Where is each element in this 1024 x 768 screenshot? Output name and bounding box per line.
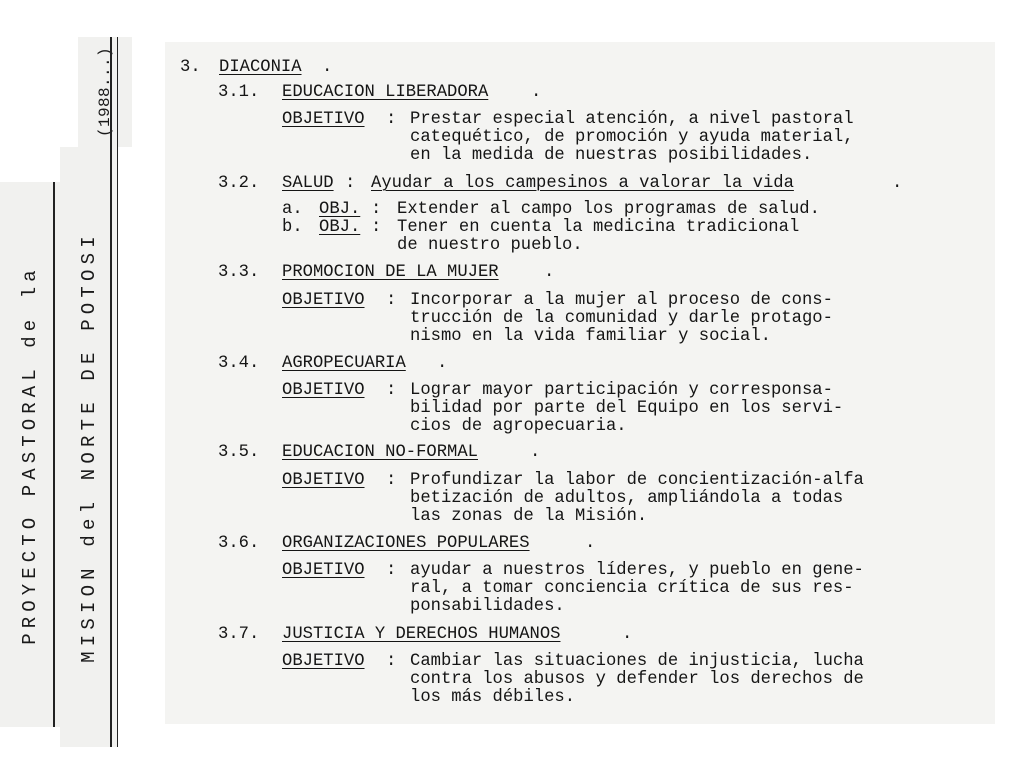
objective-line: los más débiles. <box>410 688 576 707</box>
objective-line: nismo en la vida familiar y social. <box>410 327 771 346</box>
objective-colon: : <box>386 291 397 310</box>
objective-colon: : <box>371 200 382 219</box>
objective-line: Tener en cuenta la medicina tradicional <box>397 218 800 237</box>
objective-label: OBJETIVO <box>282 652 365 671</box>
objective-colon: : <box>386 471 397 490</box>
objective-label: OBJETIVO <box>282 381 365 400</box>
section-title-period: . <box>531 83 542 102</box>
section-title-period: . <box>585 534 596 553</box>
objective-line: Incorporar a la mujer al proceso de cons- <box>410 291 833 310</box>
spine-strip-year <box>78 37 132 147</box>
section-title-text: Ayudar a los campesinos a valorar la vida <box>371 174 794 193</box>
section-title-period: . <box>622 625 633 644</box>
item-letter: b. <box>282 218 303 237</box>
objective-colon: : <box>386 381 397 400</box>
objective-colon: : <box>386 561 397 580</box>
objective-label: OBJETIVO <box>282 561 365 580</box>
heading-number: 3. <box>180 58 201 77</box>
section-title: EDUCACION NO-FORMAL <box>282 443 478 462</box>
objective-label: OBJETIVO <box>282 110 365 129</box>
objective-line: Cambiar las situaciones de injusticia, lucha <box>410 652 864 671</box>
objective-line: Prestar especial atención, a nivel pastoral <box>410 110 854 129</box>
section-title: EDUCACION LIBERADORA <box>282 83 489 102</box>
objective-colon: : <box>386 652 397 671</box>
objective-line: catequético, de promoción y ayuda material, <box>410 128 854 147</box>
section-title-period: . <box>530 443 541 462</box>
objective-line: de nuestro pueblo. <box>397 236 583 255</box>
objective-line: ponsabilidades. <box>410 597 565 616</box>
spine-title-proyecto: PROYECTO PASTORAL de la <box>19 264 41 645</box>
objective-line: ayudar a nuestros líderes, y pueblo en gene- <box>410 561 864 580</box>
objective-line: betización de adultos, ampliándola a todas <box>410 489 844 508</box>
objective-line: Lograr mayor participación y corresponsa- <box>410 381 833 400</box>
spine-strip-mision <box>60 147 118 747</box>
objective-colon: : <box>386 110 397 129</box>
section-number: 3.7. <box>218 625 260 644</box>
section-number: 3.2. <box>218 174 260 193</box>
item-letter: a. <box>282 200 303 219</box>
section-number: 3.4. <box>218 354 260 373</box>
section-number: 3.3. <box>218 263 260 282</box>
objective-line: trucción de la comunidad y darle protago- <box>410 309 833 328</box>
spine-title-year: (1988...) <box>96 46 114 138</box>
document-page <box>165 42 995 724</box>
section-title-colon: : <box>345 174 356 193</box>
objective-line: cios de agropecuaria. <box>410 417 627 436</box>
objective-line: las zonas de la Misión. <box>410 507 648 526</box>
section-title-period: . <box>892 174 903 193</box>
spine-strip-proyecto <box>0 182 60 727</box>
spine-rule <box>110 37 118 147</box>
objective-label: OBJ. <box>319 200 361 219</box>
section-title-period: . <box>437 354 448 373</box>
heading-title: DIACONIA <box>219 58 302 77</box>
spine-rule <box>110 147 118 747</box>
section-title: PROMOCION DE LA MUJER <box>282 263 499 282</box>
spine-title-mision: MISION del NORTE DE POTOSI <box>78 231 100 663</box>
objective-line: contra los abusos y defender los derechos de <box>410 670 864 689</box>
section-title: SALUD <box>282 174 334 193</box>
section-title: ORGANIZACIONES POPULARES <box>282 534 530 553</box>
objective-line: en la medida de nuestras posibilidades. <box>410 146 813 165</box>
section-number: 3.1. <box>218 83 260 102</box>
objective-label: OBJETIVO <box>282 471 365 490</box>
objective-colon: : <box>371 218 382 237</box>
objective-line: Extender al campo los programas de salud. <box>397 200 820 219</box>
objective-label: OBJETIVO <box>282 291 365 310</box>
section-number: 3.6. <box>218 534 260 553</box>
objective-line: bilidad por parte del Equipo en los servi- <box>410 399 844 418</box>
heading-period: . <box>322 58 333 77</box>
objective-line: ral, a tomar conciencia crítica de sus res- <box>410 579 854 598</box>
section-title: AGROPECUARIA <box>282 354 406 373</box>
section-number: 3.5. <box>218 443 260 462</box>
objective-line: Profundizar la labor de concientización-alfa <box>410 471 864 490</box>
section-title: JUSTICIA Y DERECHOS HUMANOS <box>282 625 561 644</box>
objective-label: OBJ. <box>319 218 361 237</box>
section-title-period: . <box>544 263 555 282</box>
